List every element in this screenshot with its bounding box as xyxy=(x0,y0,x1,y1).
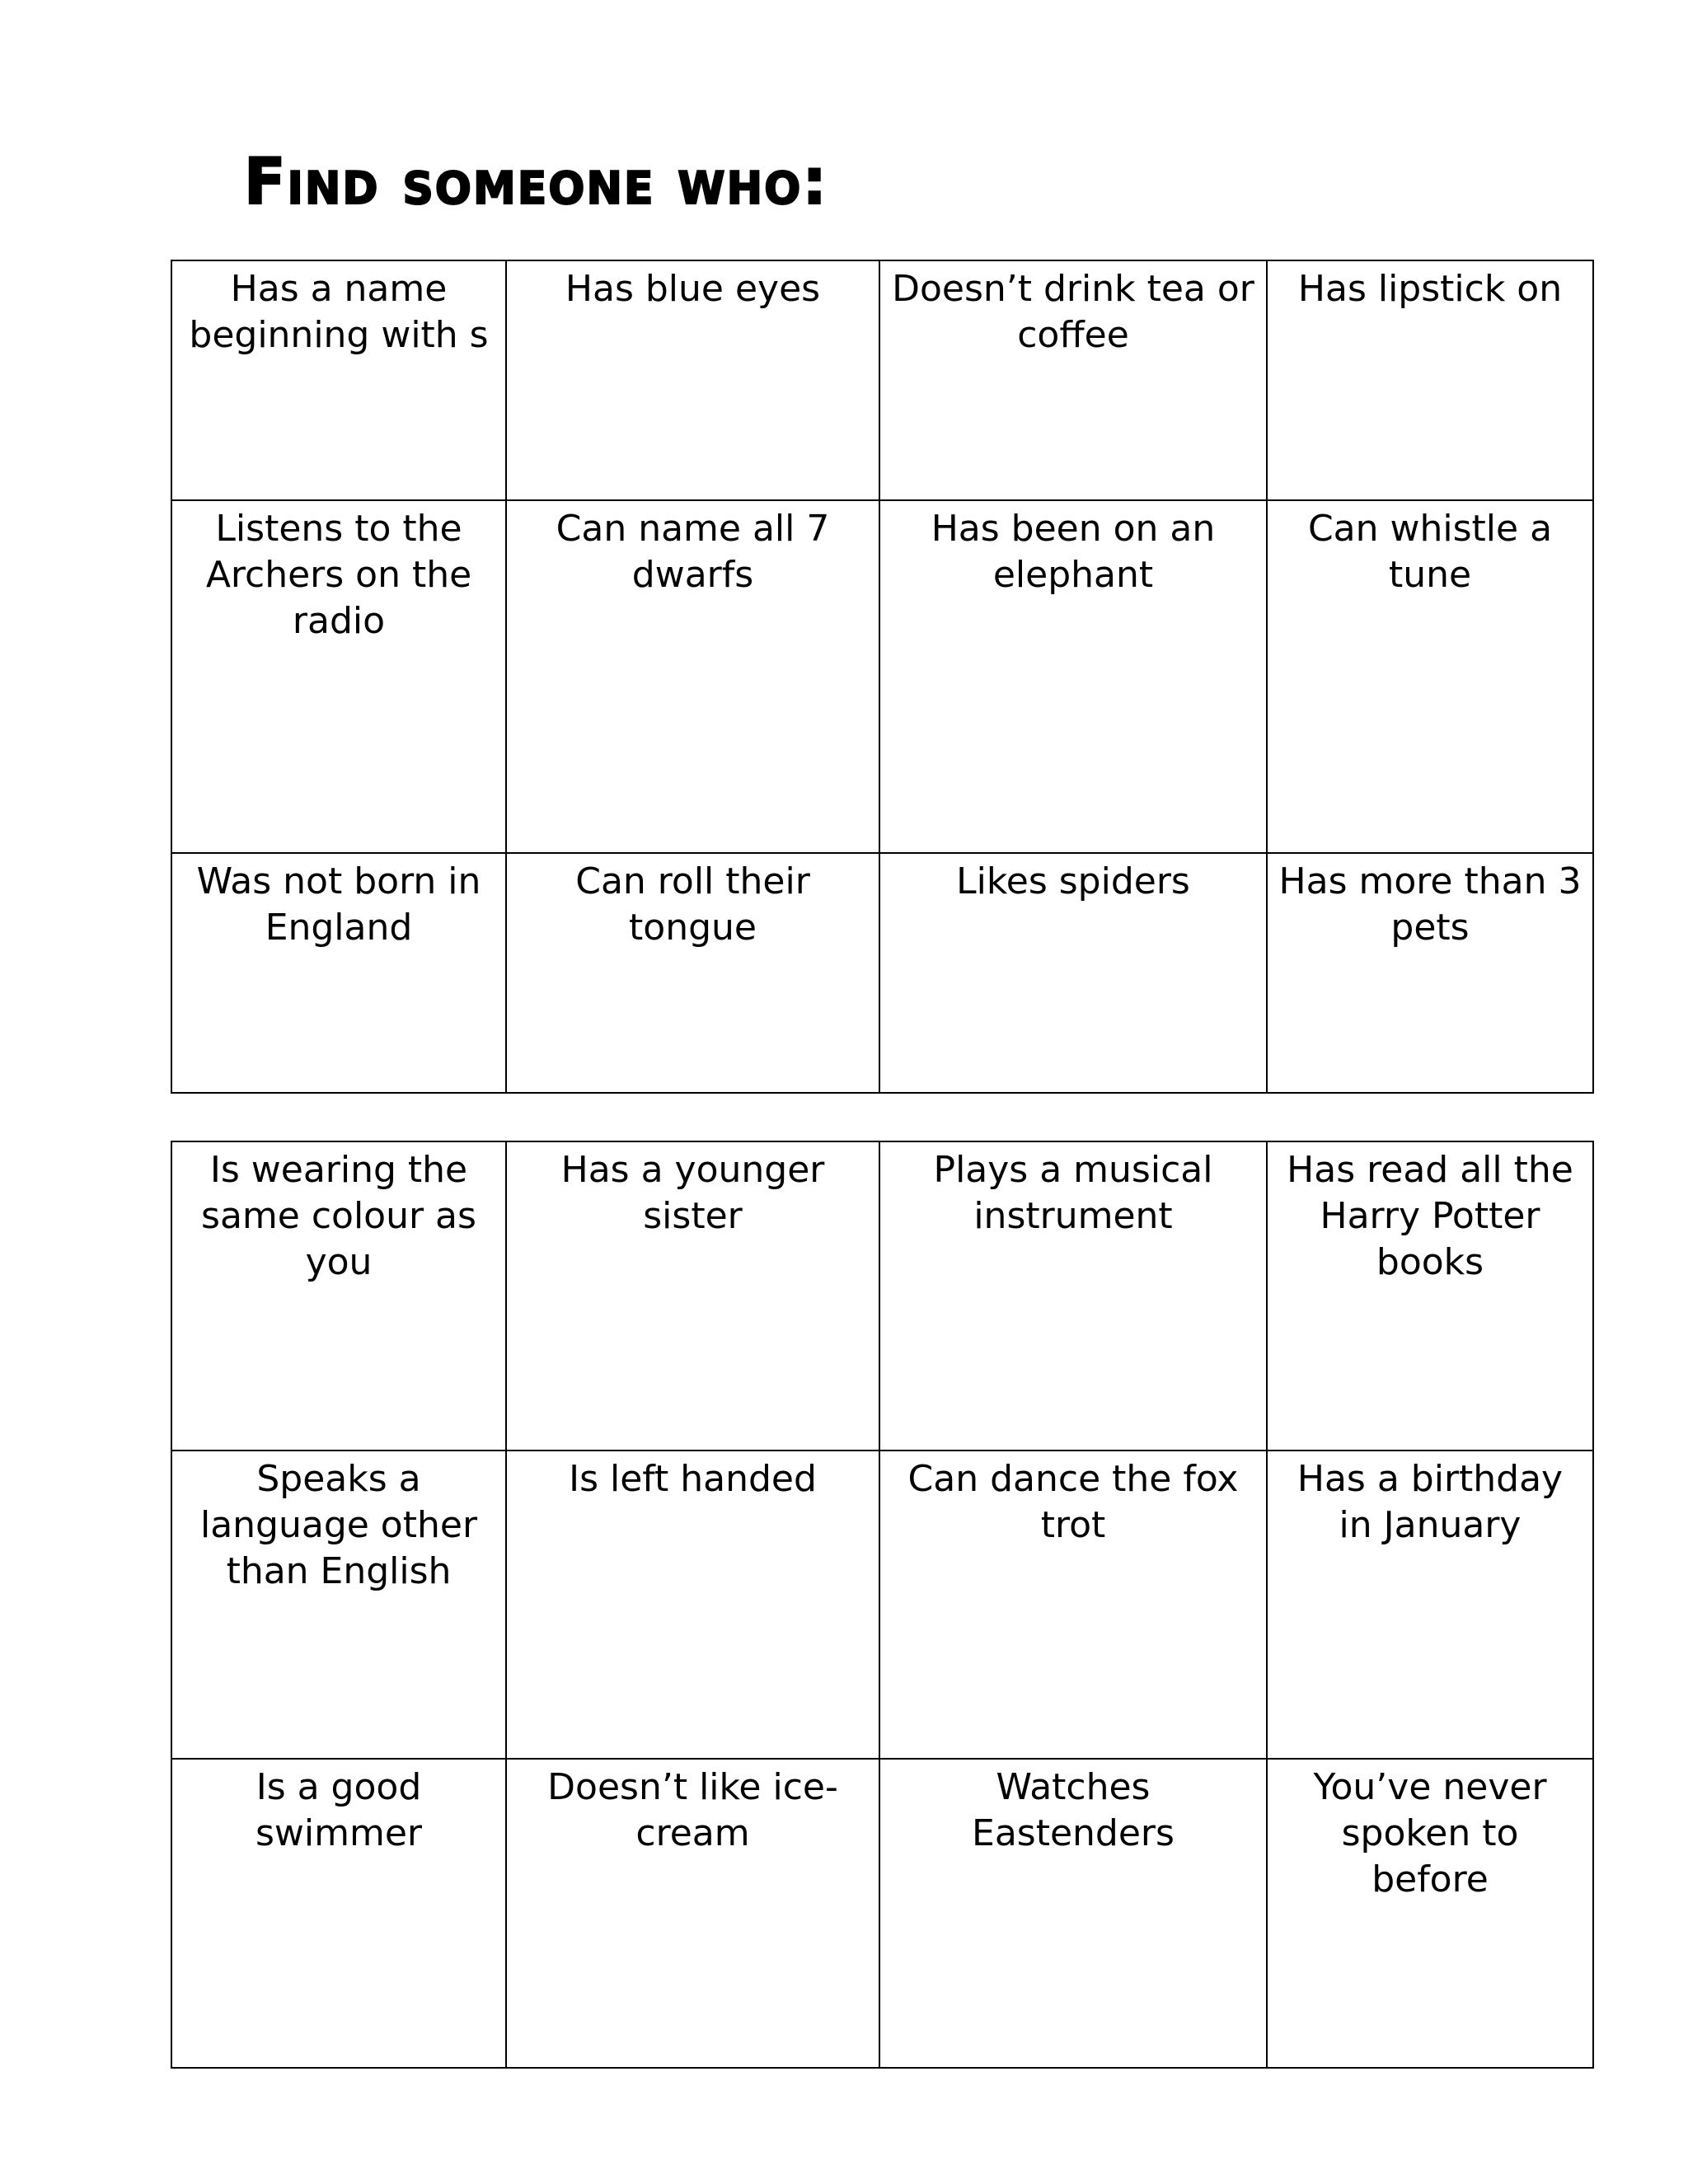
cell-prompt: Has a birthday in January xyxy=(1296,1457,1564,1546)
bingo-cell xyxy=(506,260,879,500)
cell-prompt: You’ve never spoken to before xyxy=(1313,1766,1547,1901)
cell-prompt: Has more than 3 pets xyxy=(1278,860,1582,949)
cell-prompt: Has lipstick on xyxy=(1297,268,1563,310)
cell-prompt: Listens to the Archers on the radio xyxy=(205,508,472,643)
bingo-cell xyxy=(506,853,879,1093)
cell-prompt: Can roll their tongue xyxy=(575,860,810,949)
bingo-cell xyxy=(879,853,1267,1093)
bingo-cell xyxy=(879,1451,1267,1760)
bingo-cell xyxy=(879,1759,1267,2068)
bingo-cell xyxy=(171,260,506,500)
bingo-cell xyxy=(171,1141,506,1451)
cell-prompt: Watches Eastenders xyxy=(972,1766,1175,1855)
table-row xyxy=(171,500,1593,852)
bingo-cell xyxy=(1267,1451,1593,1760)
cell-prompt: Has a name beginning with s xyxy=(189,268,489,356)
bingo-cell xyxy=(171,853,506,1093)
bingo-cell xyxy=(506,500,879,852)
cell-prompt: Plays a musical instrument xyxy=(933,1149,1213,1237)
bingo-cell xyxy=(879,1141,1267,1451)
bingo-table-top xyxy=(171,260,1594,1094)
cell-prompt: Has blue eyes xyxy=(565,268,821,310)
cell-prompt: Has a younger sister xyxy=(560,1149,825,1237)
bingo-cell xyxy=(1267,1759,1593,2068)
cell-prompt: Is a good swimmer xyxy=(255,1766,423,1855)
cell-prompt: Was not born in England xyxy=(196,860,481,949)
bingo-cell xyxy=(879,500,1267,852)
bingo-cell xyxy=(1267,500,1593,852)
cell-prompt: Likes spiders xyxy=(956,860,1190,902)
table-row xyxy=(171,1451,1593,1760)
bingo-cell xyxy=(171,500,506,852)
bingo-cell xyxy=(171,1451,506,1760)
table-row xyxy=(171,1759,1593,2068)
cell-prompt: Speaks a language other than English xyxy=(199,1457,478,1592)
cell-prompt: Can name all 7 dwarfs xyxy=(556,508,830,597)
table-row xyxy=(171,1141,1593,1451)
cell-prompt: Is left handed xyxy=(569,1457,817,1500)
table-row xyxy=(171,853,1593,1093)
bingo-table-bottom xyxy=(171,1141,1594,2069)
bingo-cell xyxy=(171,1759,506,2068)
cell-prompt: Is wearing the same colour as you xyxy=(201,1149,476,1283)
cell-prompt: Can dance the fox trot xyxy=(907,1457,1239,1546)
cell-prompt: Can whistle a tune xyxy=(1307,508,1553,597)
bingo-cell xyxy=(1267,1141,1593,1451)
bingo-cell xyxy=(1267,853,1593,1093)
worksheet-title: Find someone who: xyxy=(244,144,828,219)
bingo-cell xyxy=(506,1759,879,2068)
bingo-cell xyxy=(506,1451,879,1760)
cell-prompt: Doesn’t like ice-cream xyxy=(547,1766,838,1855)
table-row xyxy=(171,260,1593,500)
cell-prompt: Has read all the Harry Potter books xyxy=(1287,1149,1573,1283)
cell-prompt: Doesn’t drink tea or coffee xyxy=(892,268,1254,356)
bingo-cell xyxy=(879,260,1267,500)
bingo-cell xyxy=(506,1141,879,1451)
bingo-cell xyxy=(1267,260,1593,500)
cell-prompt: Has been on an elephant xyxy=(931,508,1216,597)
